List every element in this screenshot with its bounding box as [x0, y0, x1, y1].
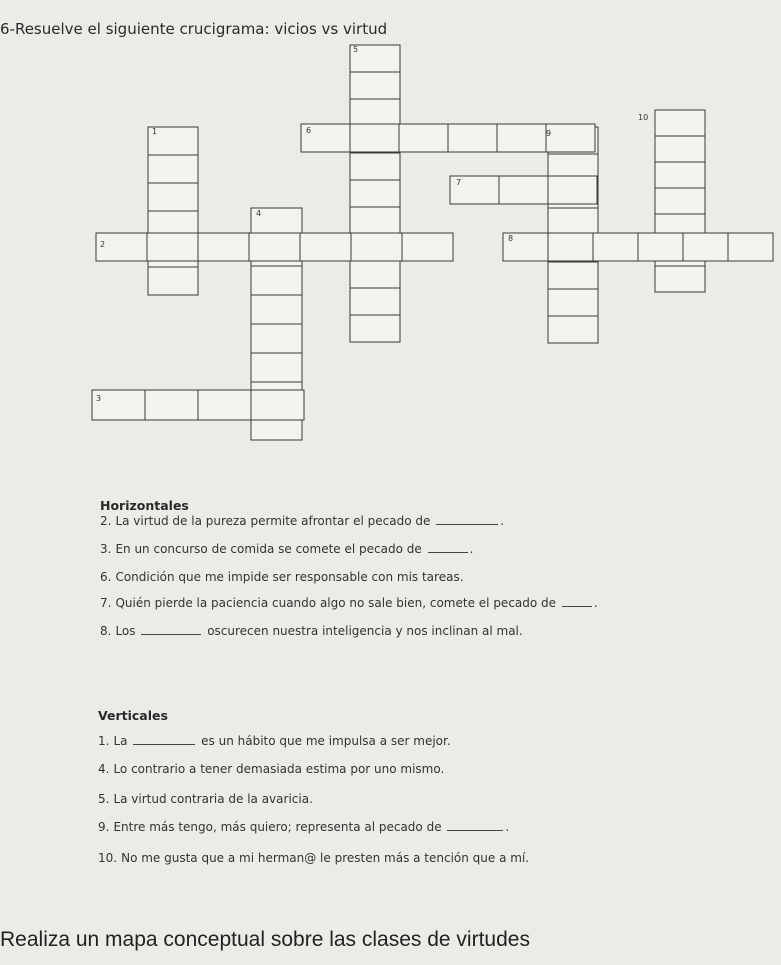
crossword-grid [0, 0, 781, 470]
exercise-title: 6-Resuelve el siguiente crucigrama: vicios vs virtud [0, 20, 388, 38]
crossword-cell[interactable] [350, 180, 400, 207]
crossword-cell[interactable] [350, 124, 399, 152]
crossword-cell[interactable] [546, 124, 595, 152]
crossword-cell[interactable] [655, 136, 705, 162]
crossword-cell[interactable] [548, 262, 598, 289]
clue-v10 [98, 851, 529, 865]
clue-v4 [98, 762, 444, 776]
clue-number-label: 2 [100, 240, 106, 249]
clue-number-label: 6 [306, 126, 312, 135]
crossword-cell[interactable] [448, 124, 497, 152]
clue-number-label: 5 [353, 45, 359, 54]
crossword-cell[interactable] [300, 233, 351, 261]
clue-number-label: 7 [456, 178, 462, 187]
crossword-cell[interactable] [350, 99, 400, 126]
crossword-cell[interactable] [350, 72, 400, 99]
clue-number-label: 1 [152, 127, 158, 136]
answer-blank[interactable] [141, 634, 201, 635]
crossword-cell[interactable] [350, 261, 400, 288]
clue-text: La virtud de la pureza permite afrontar el pecado de [115, 514, 431, 528]
crossword-cell[interactable] [683, 233, 728, 261]
crossword-cell[interactable] [548, 176, 597, 204]
clue-text: Los [115, 624, 136, 638]
crossword-cell[interactable] [655, 110, 705, 136]
clue-text: En un concurso de comida se comete el pecado de [115, 542, 422, 556]
crossword-cell[interactable] [548, 208, 598, 235]
crossword-cell[interactable] [148, 267, 198, 295]
answer-blank[interactable] [436, 524, 498, 525]
clue-v1 [98, 734, 451, 748]
crossword-cell[interactable] [198, 390, 251, 420]
clue-text: No me gusta que a mi herman@ le presten más a tención que a mí. [121, 851, 530, 865]
clue-text: Condición que me impide ser responsable con mis tareas. [115, 570, 464, 584]
crossword-cell[interactable] [548, 316, 598, 343]
clue-v9 [98, 820, 509, 834]
crossword-cell[interactable] [148, 183, 198, 211]
crossword-cell[interactable] [251, 390, 304, 420]
clue-text: Entre más tengo, más quiero; representa al pecado de [113, 820, 442, 834]
crossword-cell[interactable] [499, 176, 548, 204]
horizontales-heading: Horizontales [100, 498, 189, 513]
crossword-cell[interactable] [350, 288, 400, 315]
clue-h3 [100, 542, 473, 556]
clue-number: 2. [100, 514, 112, 528]
clue-end: . [593, 596, 598, 610]
crossword-cell[interactable] [402, 233, 453, 261]
clue-number-label: 10 [638, 113, 649, 122]
clue-v5 [98, 792, 313, 806]
clue-text: Quién pierde la paciencia cuando algo no sale bien, comete el pecado de [115, 596, 557, 610]
clue-h8 [100, 624, 523, 638]
clue-number-label: 3 [96, 394, 102, 403]
answer-blank[interactable] [133, 744, 195, 745]
crossword-cell[interactable] [249, 233, 300, 261]
crossword-cell[interactable] [198, 233, 249, 261]
clue-number: 5. [98, 792, 110, 806]
clue-text: La virtud contraria de la avaricia. [113, 792, 313, 806]
crossword-cell[interactable] [548, 289, 598, 316]
answer-blank[interactable] [447, 830, 503, 831]
crossword-cell[interactable] [145, 390, 198, 420]
crossword-cell[interactable] [251, 266, 302, 295]
crossword-cell[interactable] [638, 233, 683, 261]
clue-number: 7. [100, 596, 112, 610]
crossword-cell[interactable] [350, 207, 400, 234]
crossword-cell[interactable] [251, 324, 302, 353]
crossword-cell[interactable] [350, 315, 400, 342]
crossword-cell[interactable] [351, 233, 402, 261]
clue-number: 4. [98, 762, 110, 776]
clue-text: La [113, 734, 128, 748]
clue-number: 6. [100, 570, 112, 584]
clue-number: 1. [98, 734, 110, 748]
crossword-cell[interactable] [399, 124, 448, 152]
crossword-cell[interactable] [728, 233, 773, 261]
clue-end: oscurecen nuestra inteligencia y nos inclinan al mal. [207, 624, 523, 638]
crossword-cell[interactable] [497, 124, 546, 152]
crossword-cell[interactable] [593, 233, 638, 261]
answer-blank[interactable] [428, 552, 468, 553]
crossword-cell[interactable] [655, 266, 705, 292]
clue-number: 8. [100, 624, 112, 638]
clue-end: . [500, 514, 505, 528]
clue-h6 [100, 570, 464, 584]
crossword-cell[interactable] [147, 233, 198, 261]
clue-end: es un hábito que me impulsa a ser mejor. [201, 734, 451, 748]
clue-number: 9. [98, 820, 110, 834]
crossword-cell[interactable] [148, 155, 198, 183]
clue-end: . [469, 542, 474, 556]
clue-number: 10. [98, 851, 118, 865]
clue-number-label: 9 [546, 129, 552, 138]
crossword-cell[interactable] [548, 233, 593, 261]
answer-blank[interactable] [562, 606, 592, 607]
crossword-cell[interactable] [655, 162, 705, 188]
clue-number: 3. [100, 542, 112, 556]
clue-number-label: 8 [508, 234, 514, 243]
clue-number-label: 4 [256, 209, 262, 218]
clue-end: . [505, 820, 510, 834]
clue-h7 [100, 596, 598, 610]
verticales-heading: Verticales [98, 708, 168, 723]
crossword-cell[interactable] [350, 153, 400, 180]
crossword-cell[interactable] [251, 295, 302, 324]
crossword-cell[interactable] [655, 188, 705, 214]
clue-h2 [100, 514, 504, 528]
crossword-cell[interactable] [251, 353, 302, 382]
clue-text: Lo contrario a tener demasiada estima por uno mismo. [113, 762, 445, 776]
footer-instruction: Realiza un mapa conceptual sobre las clases de virtudes [0, 928, 530, 951]
